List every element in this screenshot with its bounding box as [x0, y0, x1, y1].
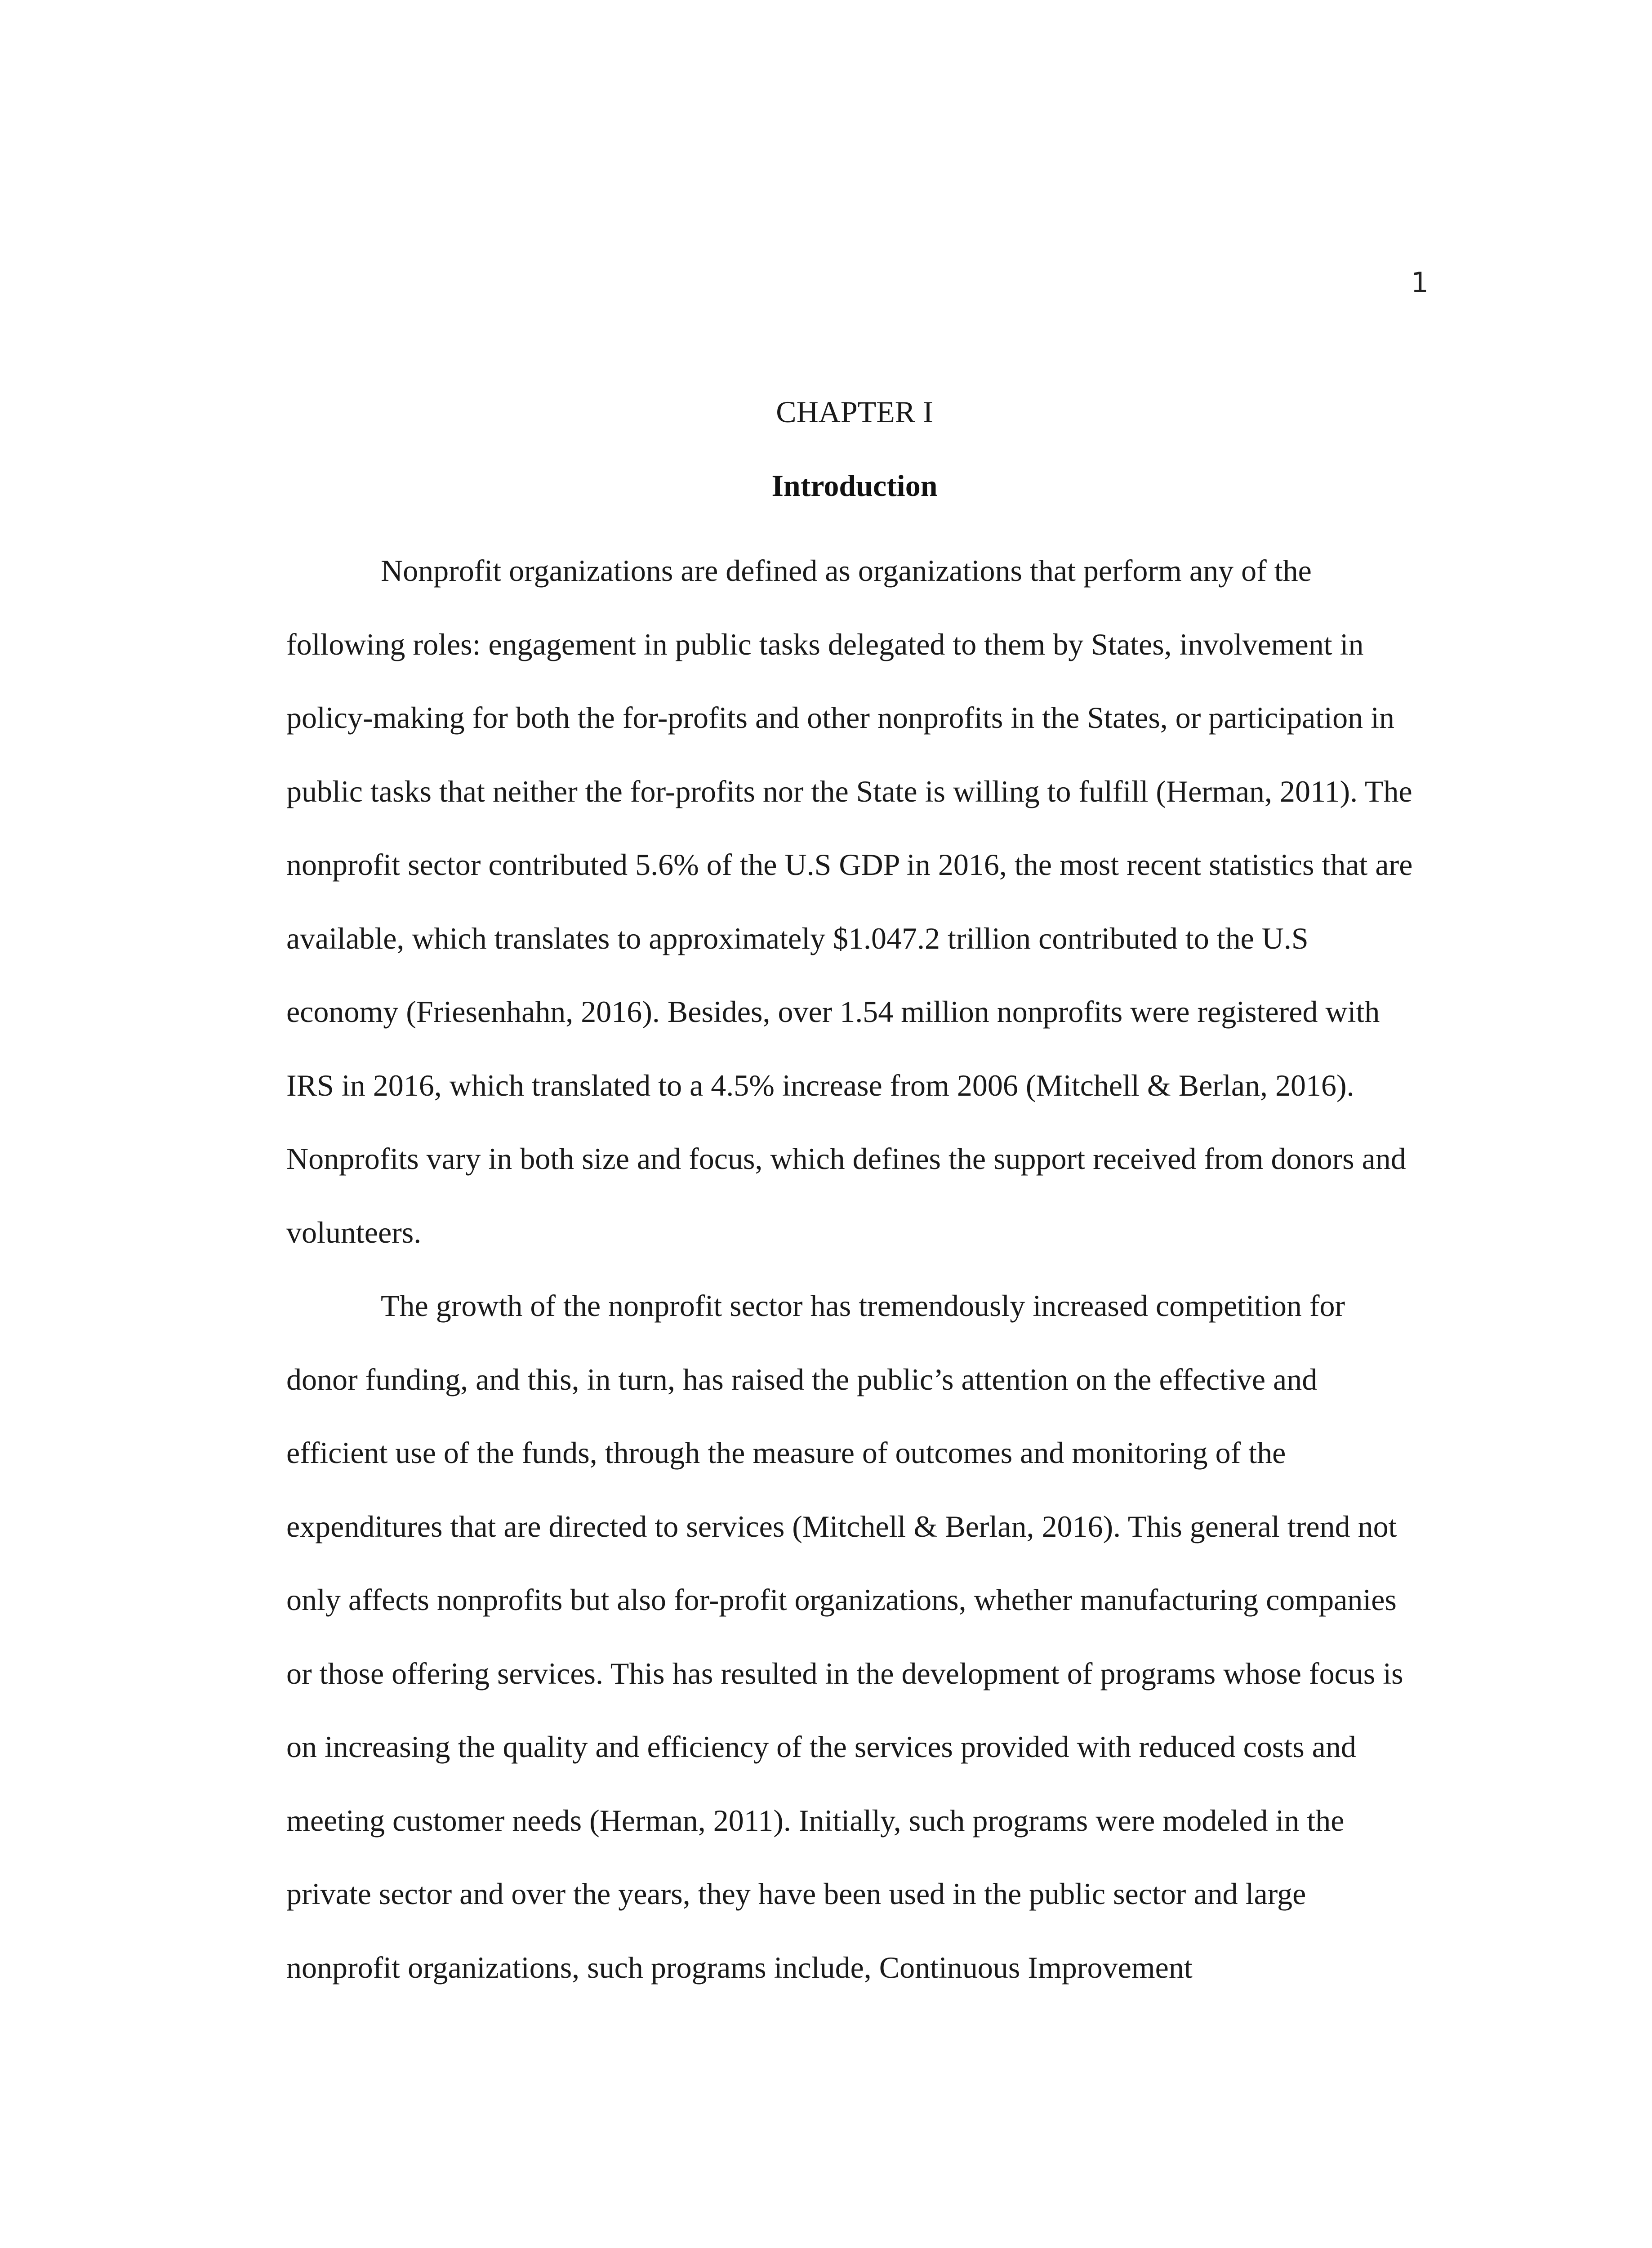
paragraph-2: The growth of the nonprofit sector has tremendously increased competition for donor funding, and this, in turn, has raised the public’s attention on the effective and efficient use of the funds, through the measure of outcomes and monitoring of the expenditures that are directed to services (Mitchell & Berlan, 2016). This general trend not only affects nonprofits but also for-profit organizations, whether manufacturing companies or those offering services. This has resulted in the development of programs whose focus is on increasing the quality and efficiency of the services provided with reduced costs and meeting customer needs (Herman, 2011). Initially, such programs were modeled in the private sector and over the years, they have been used in the public sector and large nonprofit organizations, such programs include, Continuous Improvement — [286, 1289, 1403, 1985]
chapter-title: Introduction — [771, 468, 938, 503]
paragraph-1: Nonprofit organizations are defined as organizations that perform any of the following roles: engagement in public tasks delegated to them by States, involvement in policy-making for both the for-profits and other nonprofits in the States, or participation in public tasks that neither the for-profits nor the State is willing to fulfill (Herman, 2011). The nonprofit sector contributed 5.6% of the U.S GDP in 2016, the most recent statistics that are available, which translates to approximately $1.047.2 trillion contributed to the U.S economy (Friesenhahn, 2016). Besides, over 1.54 million nonprofits were registered with IRS in 2016, which translated to a 4.5% increase from 2006 (Mitchell & Berlan, 2016). Nonprofits vary in both size and focus, which defines the support received from donors and volunteers. — [286, 553, 1413, 1249]
chapter-heading: CHAPTER I — [776, 395, 933, 429]
page-number: 1 — [1411, 266, 1429, 299]
body-text — [286, 534, 1423, 2004]
